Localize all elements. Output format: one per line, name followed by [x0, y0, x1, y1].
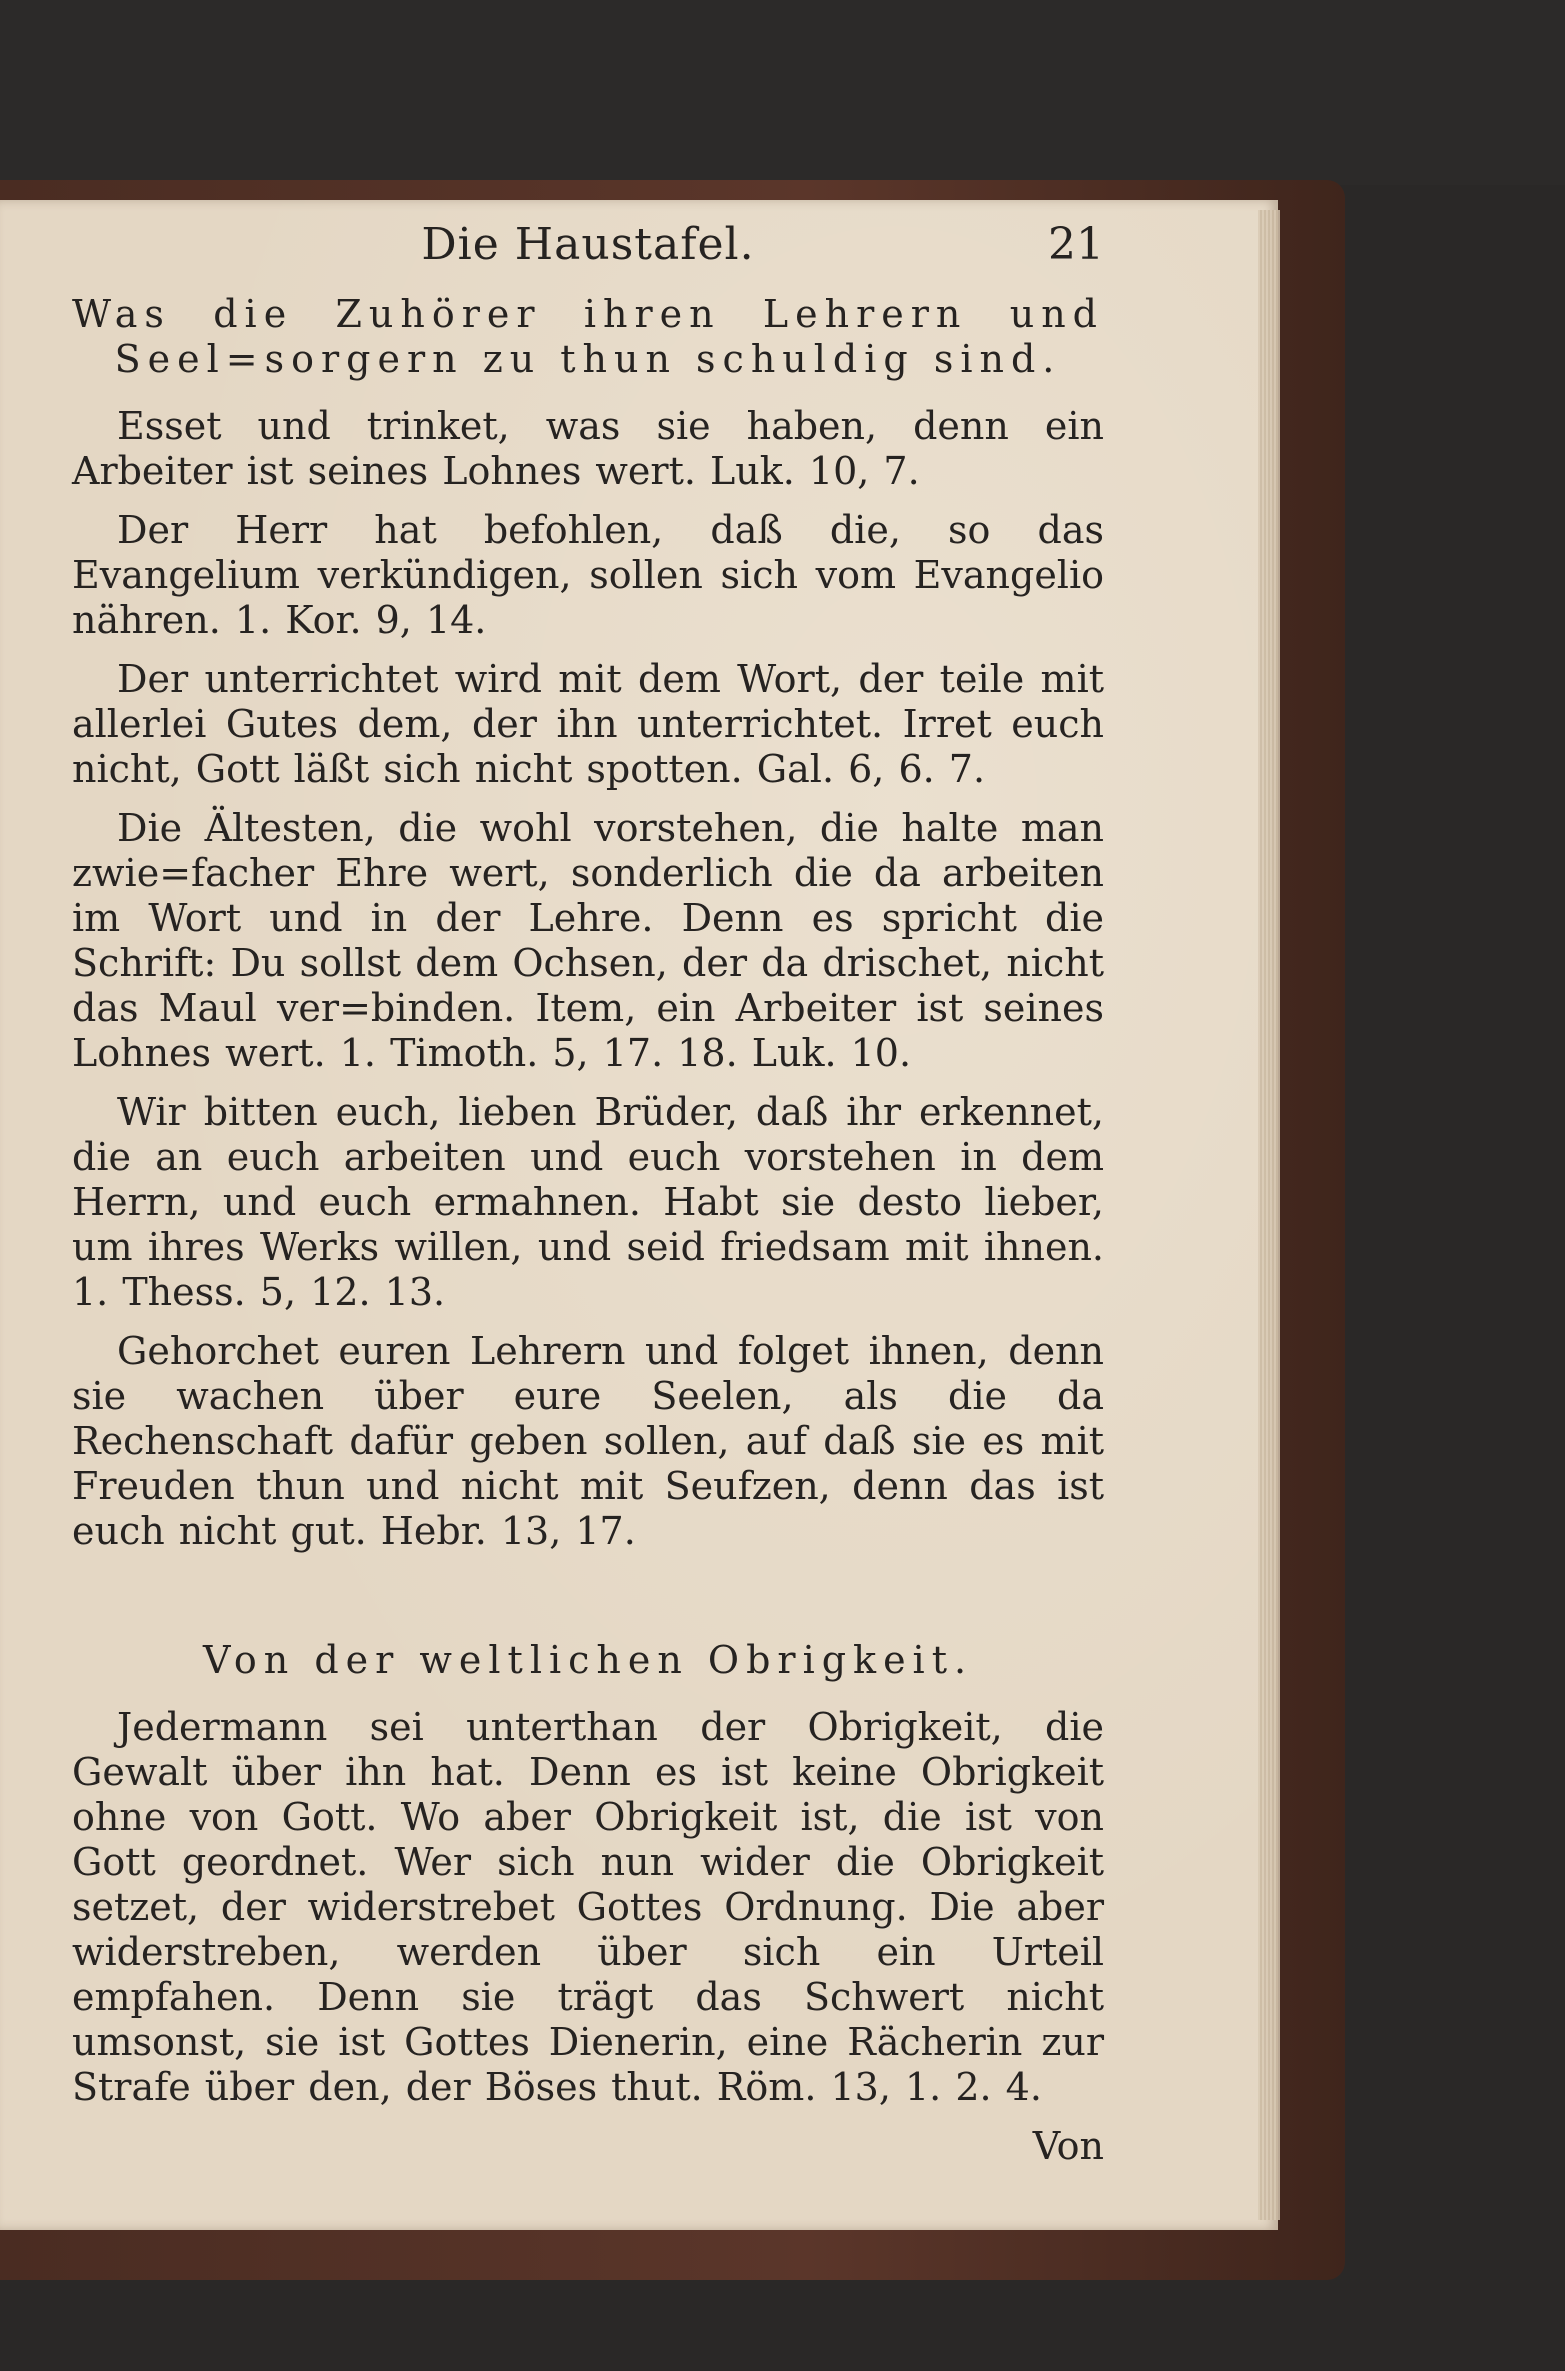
page-edge [1258, 210, 1280, 2220]
paragraph: Wir bitten euch, lieben Brüder, daß ihr erkennet, die an euch arbeiten und euch vorstehen in dem Herrn, und euch ermahnen. Habt sie desto lieber, um ihres Werks willen, und seid friedsam mit ihnen. 1. Thess. 5, 12. 13. [72, 1090, 1104, 1314]
page-number: 21 [1048, 219, 1104, 270]
paragraph: Der unterrichtet wird mit dem Wort, der teile mit allerlei Gutes dem, der ihn unterrichtet. Irret euch nicht, Gott läßt sich nicht spotten. Gal. 6, 6. 7. [72, 657, 1104, 791]
running-title: Die Haustafel. [421, 219, 755, 270]
paragraph: Esset und trinket, was sie haben, denn ein Arbeiter ist seines Lohnes wert. Luk. 10, 7. [72, 404, 1104, 493]
background [0, 0, 1565, 185]
catchword: Von [1032, 2124, 1104, 2168]
paragraph: Der Herr hat befohlen, daß die, so das Evangelium verkündigen, sollen sich vom Evangelio nähren. 1. Kor. 9, 14. [72, 508, 1104, 642]
section-heading-1: Was die Zuhörer ihren Lehrern und Seel=sorgern zu thun schuldig sind. [72, 292, 1104, 381]
paragraph: Jedermann sei unterthan der Obrigkeit, die Gewalt über ihn hat. Denn es ist keine Obrigkeit ohne von Gott. Wo aber Obrigkeit ist, die ist von Gott geordnet. Wer sich nun wider die Obrigkeit setzet, der widerstrebet Gottes Ordnung. Die aber widerstreben, werden über sich ein Urteil empfahen. Denn sie trägt das Schwert nicht umsonst, sie ist Gottes Dienerin, eine Rächerin zur Strafe über den, der Böses thut. Röm. 13, 1. 2. 4. [72, 1705, 1104, 2109]
paragraph: Gehorchet euren Lehrern und folget ihnen, denn sie wachen über eure Seelen, als die da Rechenschaft dafür geben sollen, auf daß sie es mit Freuden thun und nicht mit Seufzen, denn das ist euch nicht gut. Hebr. 13, 17. [72, 1329, 1104, 1553]
paragraph: Die Ältesten, die wohl vorstehen, die halte man zwie=facher Ehre wert, sonderlich die da arbeiten im Wort und in der Lehre. Denn es spricht die Schrift: Du sollst dem Ochsen, der da drischet, nicht das Maul ver=binden. Item, ein Arbeiter ist seines Lohnes wert. 1. Timoth. 5, 17. 18. Luk. 10. [72, 806, 1104, 1075]
running-header [72, 219, 1104, 284]
page-content [72, 219, 1104, 2169]
section-heading-2: Von der weltlichen Obrigkeit. [202, 1638, 974, 1682]
